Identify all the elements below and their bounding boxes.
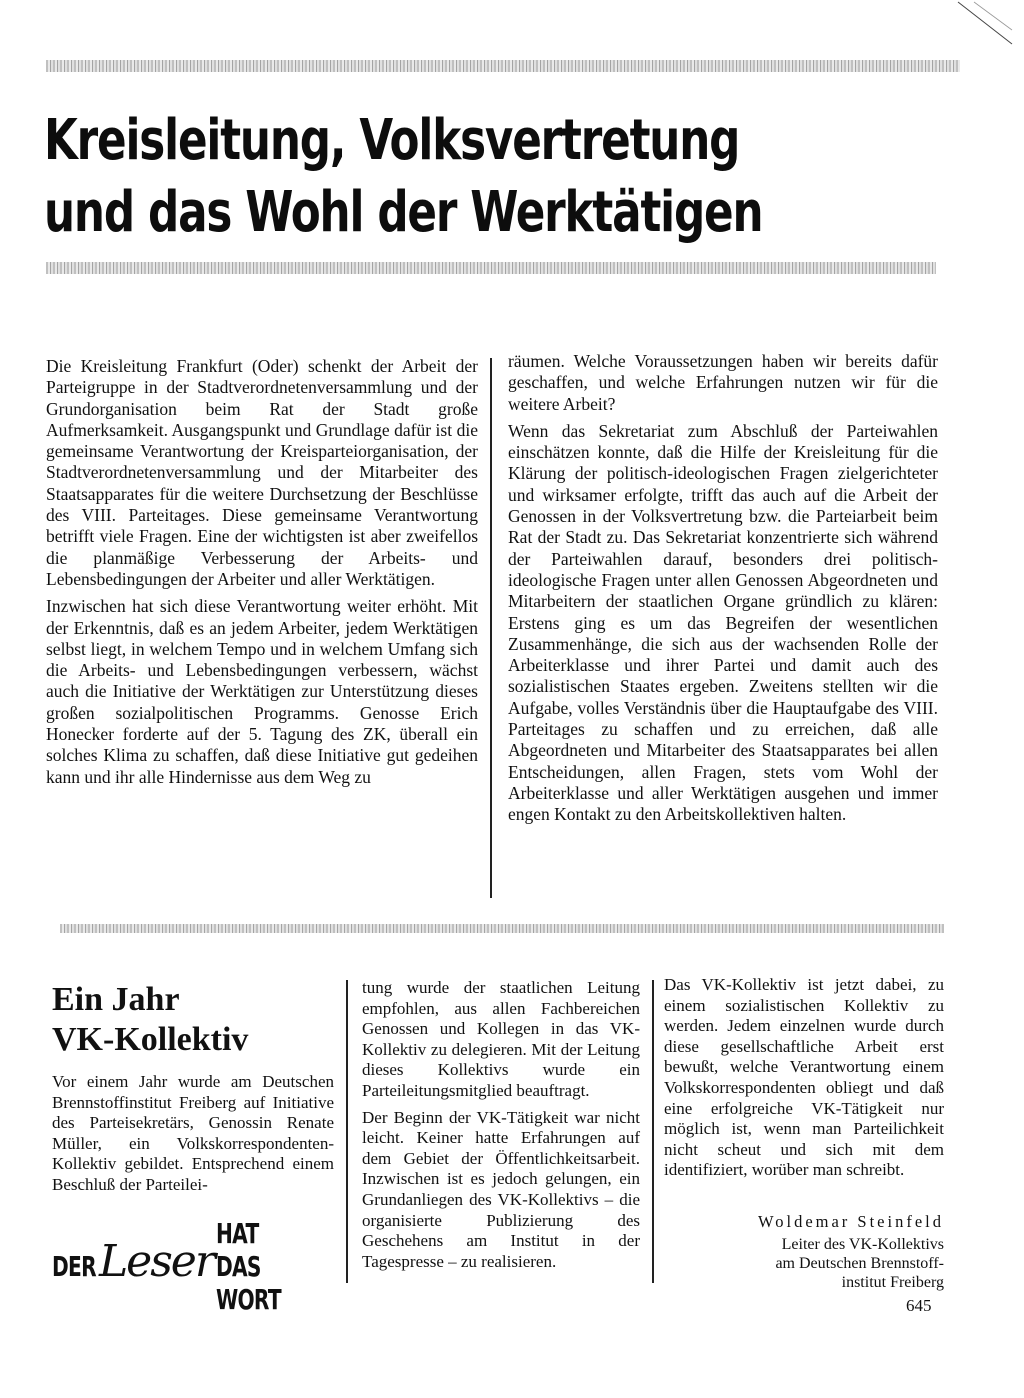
article-paragraph: Inzwischen hat sich diese Verantwortung weiter erhöht. Mit der Erkenntnis, daß es an jedem Arbeiter, jedem Werktätigen selbst liegt, in welchem Tempo und in welchem Umfang sich die Arbeits- und Lebensbedingungen verbessern, wächst auch die Initiative der Werktätigen zur Unterstützung dieses großen sozialpolitischen Programms. Genosse Erich Honecker forderte auf der 5. Tagung des ZK, überall ein solches Klima zu schaffen, daß diese Initiative gut gedeihen kann und ihr alle Hindernisse aus dem Weg zu	[46, 596, 478, 787]
letter-title	[52, 980, 248, 1060]
leser-hat-das-wort-logo	[52, 1216, 342, 1316]
section-divider-rule	[60, 924, 944, 933]
signature-name: Woldemar Steinfeld	[757, 1212, 944, 1231]
article-headline	[44, 105, 763, 249]
headline-line-1: Kreisleitung, Volksvertretung	[44, 108, 740, 173]
letter-paragraph: Das VK-Kollektiv ist jetzt dabei, zu einem sozialistischen Kollektiv zu werden. Jedem einzelnen wurde durch diese gesellschaftliche Arbeit erst bewußt, welche Verantwortung einem Volkskorrespondenten obliegt und daß eine erfolgreiche VK-Tätigkeit nur möglich ist, wenn man Parteilichkeit nicht scheut und sich mit dem identifiziert, worüber man schreibt.	[664, 975, 944, 1180]
letter-paragraph: Der Beginn der VK-Tätigkeit war nicht leicht. Keiner hatte Erfahrungen auf dem Gebiet der Öffentlichkeitsarbeit. Inzwischen ist es jedoch gelungen, ein Grundanliegen des VK-Kollektivs – die organisierte Publizierung des Geschehens am Institut in der Tagespresse – zu realisieren.	[362, 1107, 640, 1271]
letter-signature	[660, 1212, 944, 1292]
article-right-column	[508, 351, 938, 832]
letter-title-line-1: Ein Jahr	[52, 981, 180, 1018]
letter-divider-1	[346, 980, 348, 1283]
letter-title-line-2: VK-Kollektiv	[52, 1021, 249, 1058]
article-paragraph: Die Kreisleitung Frankfurt (Oder) schenkt der Arbeit der Parteigruppe in der Stadtverordnetenversammlung und der Grundorganisation beim Rat der Stadt große Aufmerksamkeit. Ausgangspunkt und Grundlage dafür ist die gemeinsame Verantwortung der Kreisparteiorganisation, der Stadtverordnetenversammlung und der Mitarbeiter des Staatsapparates für die weitere Durchsetzung der Beschlüsse des VIII. Parteitages. Diese gemeinsame Verantwortung betrifft viele Fragen. Eine der wichtigsten ist aber zweifellos die planmäßige Verbesserung der Arbeits- und Lebensbedingungen der Arbeiter und aller Werktätigen.	[46, 356, 478, 589]
letter-column-2	[362, 978, 640, 1278]
page-corner-fold-icon	[954, 0, 1014, 45]
signature-line: am Deutschen Brennstoff-	[775, 1255, 944, 1272]
column-divider	[490, 358, 492, 898]
headline-line-2: und das Wohl der Werktätigen	[44, 180, 763, 245]
logo-leser: Leser	[98, 1235, 214, 1287]
article-paragraph: räumen. Welche Voraussetzungen haben wir bereits dafür geschaffen, und welche Erfahrungen nutzen wir für die weitere Arbeit?	[508, 351, 938, 414]
letter-paragraph: tung wurde der staatlichen Leitung empfohlen, aus allen Fachbereichen Genossen und Kollegen in das VK-Kollektiv zu delegieren. Mit der Leitung dieses Kollektivs wurde ein Parteileitungsmitglied beauftragt.	[362, 978, 640, 1100]
headline-bottom-rule	[46, 262, 936, 274]
letter-column-1: Vor einem Jahr wurde am Deutschen Brennstoffinstitut Freiberg auf Initiative des Parteisekretärs, Genossin Renate Müller, ein Volkskorrespondenten-Kollektiv gebildet. Entsprechend einem Beschluß der Parteilei-	[52, 1072, 334, 1194]
article-paragraph: Wenn das Sekretariat zum Abschluß der Parteiwahlen einschätzen konnte, daß die Hilfe der Kreisleitung für die Klärung der politisch-ideologischen Fragen zielgerichteter und wirksamer erfolgte, trifft das auch auf die Arbeit der Genossen in der Volksvertretung bzw. die Parteiarbeit beim Rat der Stadt zu. Das Sekretariat konzentrierte sich während der Parteiwahlen darauf, besonders drei politisch-ideologische Fragen unter allen Genossen Abgeordneten und Mitarbeitern der staatlichen Organe gründlich zu klären: Erstens ging es um das Begreifen der wesentlichen Zusammenhänge, die sich aus der wachsenden Rolle der Arbeiterklasse und ihrer Partei und damit auch des sozialistischen Staates ergeben. Zweitens stellten wir die Aufgabe, volles Verständnis über die Hauptaufgabe des VIII. Parteitages zu schaffen und zu erreichen, daß alle Abgeordneten und Mitarbeiter des Staatsapparates bei allen Entscheidungen, allen Fragen, stets vom Wohl der Arbeiterklasse und aller Werktätigen ausgehen und immer engen Kontakt zu den Arbeitskollektiven halten.	[508, 420, 938, 825]
signature-line: Leiter des VK-Kollektivs	[781, 1236, 944, 1253]
logo-der: DER	[52, 1249, 96, 1283]
top-rule	[46, 60, 960, 72]
letter-column-3	[664, 975, 944, 1187]
logo-hat-das-wort: HAT DAS WORT	[215, 1216, 281, 1316]
page-number: 645	[906, 1296, 932, 1315]
article-left-column	[46, 356, 478, 794]
signature-line: institut Freiberg	[841, 1274, 944, 1291]
letter-divider-2	[652, 980, 654, 1283]
